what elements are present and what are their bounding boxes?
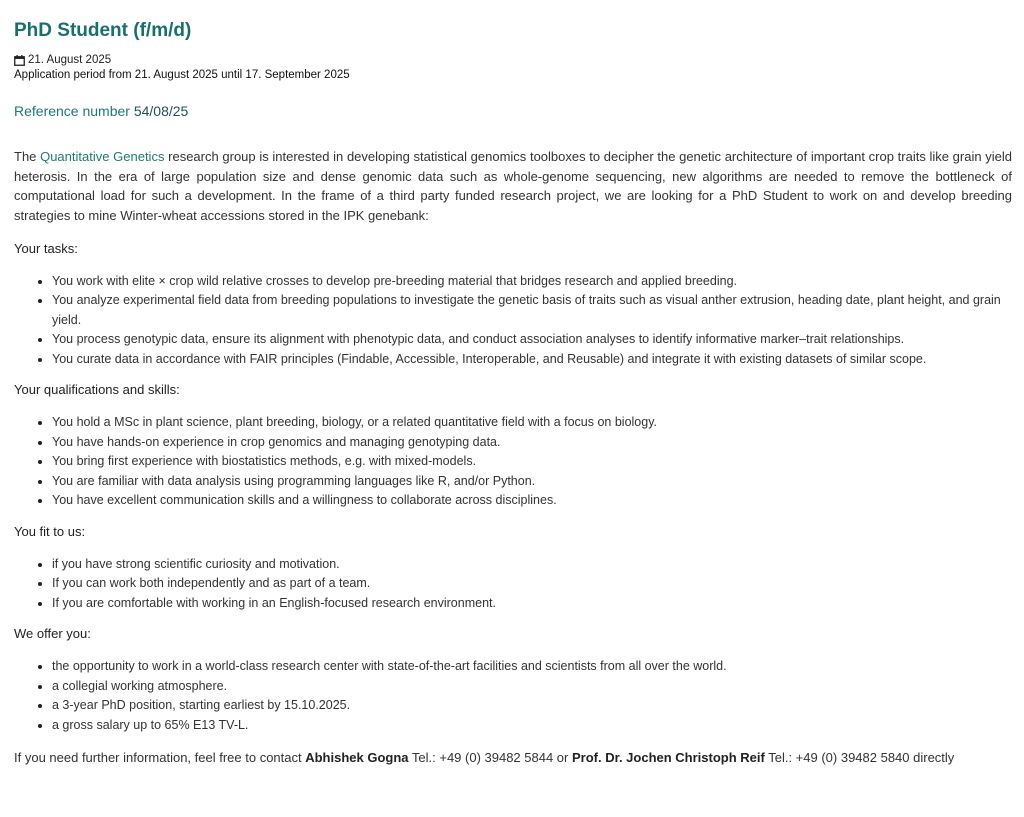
- tasks-heading: Your tasks:: [14, 240, 78, 256]
- tasks-list: [14, 272, 1012, 370]
- page-title: PhD Student (f/m/d): [14, 20, 192, 41]
- qualifications-heading: Your qualifications and skills:: [14, 382, 180, 398]
- list-item: • a gross salary up to 65% E13 TV-L.: [52, 716, 1012, 736]
- calendar-icon: [14, 55, 25, 66]
- quantitative-genetics-link[interactable]: Quantitative Genetics: [40, 149, 165, 164]
- qualifications-list: [14, 413, 1012, 511]
- list-item: • You have excellent communication skills and a willingness to collaborate across disciplines.: [52, 491, 1012, 511]
- fit-list: [14, 555, 1012, 614]
- date-text: 21. August 2025: [28, 54, 112, 66]
- list-item: • if you have strong scientific curiosity and motivation.: [52, 555, 1012, 575]
- offer-list: [14, 657, 1012, 735]
- application-period: Application period from 21. August 2025 until 17. September 2025: [14, 69, 350, 81]
- intro-text-rest: research group is interested in developing statistical genomics toolboxes to decipher the genetic architecture of important crop traits like grain yield heterosis. In the era of large population size and dense genomic data such as whole-genome sequencing, new algorithms are needed to remove the bottleneck of computational load for such a development. In the frame of a third party funded research project, we are looking for a PhD Student to work on and develop breeding strategies to mine Winter-wheat accessions stored in the IPK genebank:: [14, 149, 1013, 224]
- contact-prefix: If you need further information, feel free to contact: [14, 750, 306, 766]
- list-item: • You have hands-on experience in crop genomics and managing genotyping data.: [52, 433, 1012, 453]
- contact-phone-1: Tel.: +49 (0) 39482 5844 or: [408, 750, 572, 766]
- list-item: • You hold a MSc in plant science, plant breeding, biology, or a related quantitative field with a focus on biology.: [52, 413, 1012, 433]
- list-item: • If you are comfortable with working in an English-focused research environment.: [52, 594, 1012, 614]
- list-item: • a collegial working atmosphere.: [52, 677, 1012, 697]
- contact-line: [14, 748, 1012, 767]
- list-item: • If you can work both independently and as part of a team.: [52, 574, 1012, 594]
- list-item: • the opportunity to work in a world-class research center with state-of-the-art facilities and scientists from all over the world.: [52, 657, 1012, 677]
- intro-text-start: The: [14, 149, 41, 164]
- reference-number: [14, 101, 1012, 121]
- reference-label: Reference number: [14, 103, 130, 119]
- list-item: • a 3-year PhD position, starting earliest by 15.10.2025.: [52, 696, 1012, 716]
- list-item: • You bring first experience with biostatistics methods, e.g. with mixed-models.: [52, 452, 1012, 472]
- contact-name-reif: Prof. Dr. Jochen Christoph Reif: [571, 750, 765, 766]
- contact-phone-2: Tel.: +49 (0) 39482 5840 directly: [764, 750, 955, 766]
- intro-paragraph: [14, 147, 1012, 226]
- list-item: • You analyze experimental field data from breeding populations to investigate the genetic basis of traits such as visual anther extrusion, heading date, plant height, and grain yield.: [52, 291, 1012, 330]
- posting-date: [14, 53, 1012, 68]
- reference-value: 54/08/25: [133, 103, 189, 119]
- fit-heading: You fit to us:: [14, 523, 86, 539]
- list-item: • You curate data in accordance with FAIR principles (Findable, Accessible, Interoperable, and Reusable) and integrate it with existing datasets of similar scope.: [52, 350, 1012, 370]
- list-item: • You process genotypic data, ensure its alignment with phenotypic data, and conduct association analyses to identify informative marker–trait relationships.: [52, 330, 1012, 350]
- offer-heading: We offer you:: [14, 626, 91, 642]
- contact-name-gogna: Abhishek Gogna: [305, 750, 409, 766]
- list-item: • You work with elite × crop wild relative crosses to develop pre-breeding material that bridges research and applied breeding.: [52, 272, 1012, 292]
- list-item: • You are familiar with data analysis using programming languages like R, and/or Python.: [52, 472, 1012, 492]
